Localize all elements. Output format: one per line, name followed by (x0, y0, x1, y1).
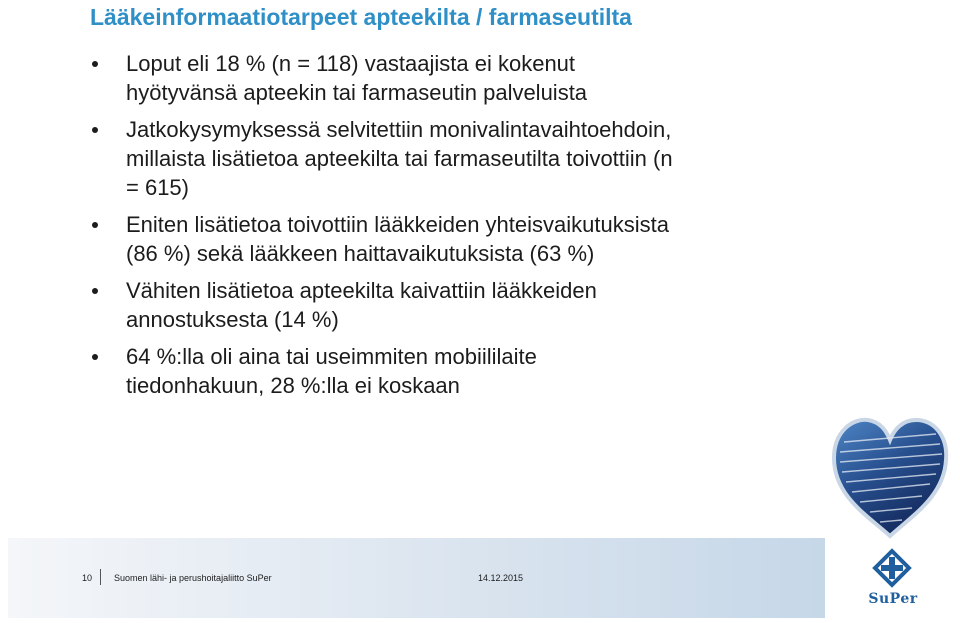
heart-text-collage-icon (828, 412, 952, 540)
footer-date: 14.12.2015 (478, 573, 524, 583)
bullet-item (90, 342, 790, 400)
bullet-list (90, 49, 790, 408)
bullet-line: Loput eli 18 % (n = 118) vastaajista ei kokenut (126, 51, 576, 76)
slide-title: Lääkeinformaatiotarpeet apteekilta / farmaseutilta (90, 4, 632, 30)
bullet-item (90, 115, 790, 202)
footer-organization: Suomen lähi- ja perushoitajaliitto SuPer (114, 573, 272, 583)
super-logo-text: SuPer (868, 591, 918, 607)
bullet-dot-icon (92, 61, 98, 67)
bullet-dot-icon (92, 354, 98, 360)
bullet-line: Jatkokysymyksessä selvitettiin monivalintavaihtoehdoin, (126, 117, 672, 142)
bullet-item (90, 276, 790, 334)
page-number: 10 (82, 573, 93, 583)
bullet-item (90, 210, 790, 268)
bullet-line: = 615) (126, 175, 189, 200)
bullet-line: hyötyvänsä apteekin tai farmaseutin palveluista (126, 80, 588, 105)
bullet-line: Eniten lisätietoa toivottiin lääkkeiden yhteisvaikutuksista (126, 212, 669, 237)
bullet-line: millaista lisätietoa apteekilta tai farmaseutilta toivottiin (n (126, 146, 673, 171)
bullet-line: 64 %:lla oli aina tai useimmiten mobiililaite (126, 344, 537, 369)
bullet-item (90, 49, 790, 107)
bullet-dot-icon (92, 222, 98, 228)
bullet-line: (86 %) sekä lääkkeen haittavaikutuksista (63 %) (126, 241, 595, 266)
bullet-line: annostuksesta (14 %) (126, 307, 339, 332)
footer-divider (100, 569, 101, 585)
bullet-dot-icon (92, 127, 98, 133)
bullet-line: tiedonhakuun, 28 %:lla ei koskaan (126, 373, 460, 398)
bullet-line: Vähiten lisätietoa apteekilta kaivattiin lääkkeiden (126, 278, 597, 303)
bullet-dot-icon (92, 288, 98, 294)
